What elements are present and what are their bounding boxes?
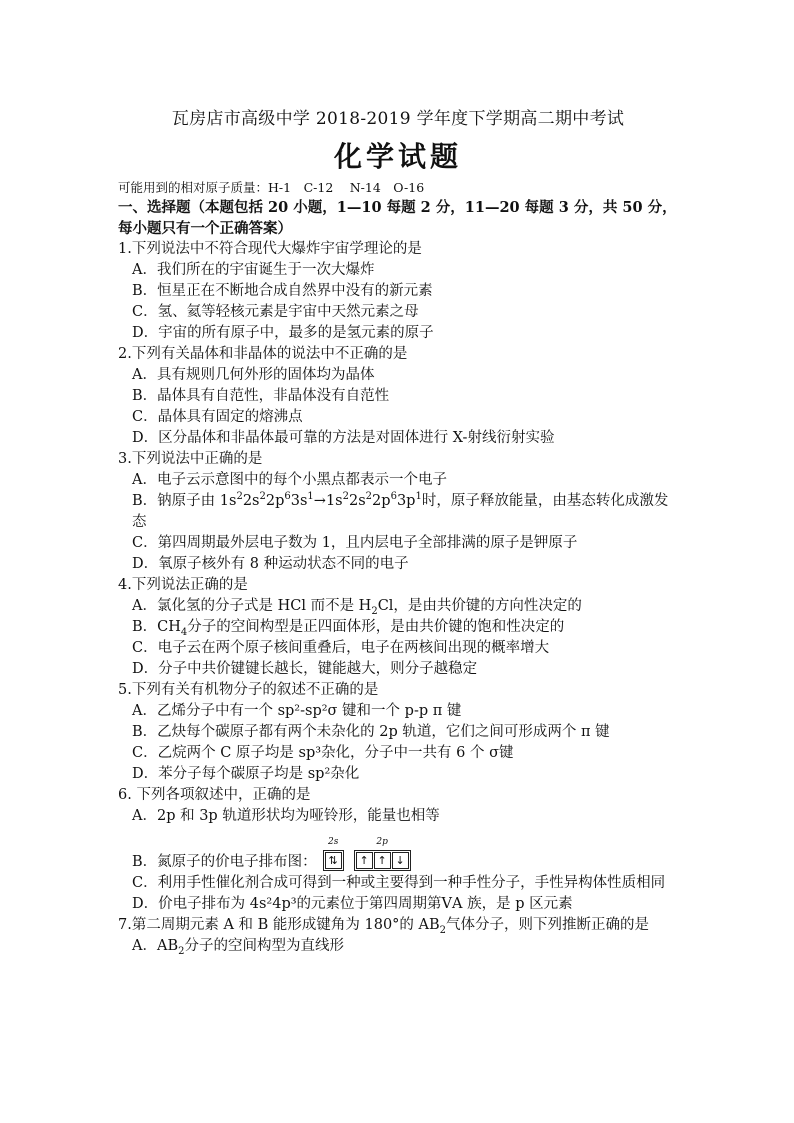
question-4-option-c: C．电子云在两个原子核间重叠后，电子在两核间出现的概率增大 bbox=[132, 640, 550, 656]
orbital-2p-label: 2p bbox=[376, 837, 388, 847]
question-3-option-b: B．钠原子由 $1s^22s^22p^63s^1\to 1s^22s^22p^63p^1$时，原子释放能量，由基态转化成激发态 bbox=[132, 491, 669, 530]
question-2-option-d: D．区分晶体和非晶体最可靠的方法是对固体进行 X-射线衍射实验 bbox=[132, 430, 555, 446]
question-2-option-b: B．晶体具有自范性，非晶体没有自范性 bbox=[132, 388, 390, 404]
question-1-option-b: B．恒星正在不断地合成自然界中没有的新元素 bbox=[132, 283, 433, 299]
question-6-option-c: C．利用手性催化剂合成可得到一种或主要得到一种手性分子，手性异构体性质相同 bbox=[132, 875, 666, 891]
question-2-stem: 2.下列有关晶体和非晶体的说法中不正确的是 bbox=[118, 346, 408, 362]
question-5-option-b: B．乙炔每个碳原子都有两个未杂化的 2p 轨道，它们之间可形成两个 π 键 bbox=[132, 724, 610, 740]
question-6-option-b-label: B．氮原子的价电子排布图： bbox=[132, 854, 317, 870]
question-5-option-c: C．乙烷两个 C 原子均是 sp³杂化，分子中一共有 6 个 σ键 bbox=[132, 745, 514, 761]
question-2-option-a: A．具有规则几何外形的固体均为晶体 bbox=[132, 367, 375, 383]
question-2-option-c: C．晶体具有固定的熔沸点 bbox=[132, 409, 303, 425]
orbital-2p-boxes bbox=[354, 850, 411, 871]
question-6-option-d: D．价电子排布为 4s²4p³的元素位于第四周期第ⅤA 族，是 p 区元素 bbox=[132, 896, 573, 912]
atomic-masses: 可能用到的相对原子质量：H-1 C-12 N-14 O-16 bbox=[118, 180, 425, 195]
subject-title: 化学试题 bbox=[333, 140, 462, 173]
section-heading: 一、选择题（本题包括 20 小题，1—10 每题 2 分，11—20 每题 3 分，共 50 分，每小题只有一个正确答案） bbox=[118, 199, 677, 237]
question-5-option-a: A．乙烯分子中有一个 sp²-sp²σ 键和一个 p-p π 键 bbox=[132, 703, 462, 719]
orbital-2s bbox=[323, 837, 344, 871]
orbital-2p bbox=[354, 837, 411, 871]
exam-title: 瓦房店市高级中学 2018-2019 学年度下学期高二期中考试 bbox=[171, 109, 625, 129]
question-7-stem: 7.第二周期元素 A 和 B 能形成键角为 180°的 $AB_2$气体分子，则下列推断正确的是 bbox=[118, 917, 650, 936]
orbital-box: ↑ bbox=[356, 852, 373, 869]
question-7-option-a: A．$AB_2$分子的空间构型为直线形 bbox=[132, 938, 344, 957]
question-3-option-d: D．氧原子核外有 8 种运动状态不同的电子 bbox=[132, 556, 409, 572]
question-1-stem: 1.下列说法中不符合现代大爆炸宇宙学理论的是 bbox=[118, 241, 422, 257]
question-3-option-a: A．电子云示意图中的每个小黑点都表示一个电子 bbox=[132, 472, 447, 488]
orbital-2s-boxes bbox=[323, 850, 344, 871]
question-6-stem: 6. 下列各项叙述中，正确的是 bbox=[118, 787, 311, 803]
question-3-option-c: C．第四周期最外层电子数为 1，且内层电子全部排满的原子是钾原子 bbox=[132, 535, 578, 551]
orbital-box: ⇅ bbox=[325, 852, 342, 869]
orbital-2s-label: 2s bbox=[327, 837, 339, 847]
question-4-option-a: A．氯化氢的分子式是 HCl 而不是 $H_2Cl$，是由共价键的方向性决定的 bbox=[132, 598, 582, 617]
question-5-option-d: D．苯分子每个碳原子均是 sp²杂化 bbox=[132, 766, 360, 782]
question-4-stem: 4.下列说法正确的是 bbox=[118, 577, 248, 593]
exam-page bbox=[118, 104, 678, 957]
question-1-option-c: C．氢、氦等轻核元素是宇宙中天然元素之母 bbox=[132, 304, 419, 320]
question-1-option-d: D．宇宙的所有原子中，最多的是氢元素的原子 bbox=[132, 325, 434, 341]
question-6-option-b bbox=[118, 831, 678, 871]
question-4-option-b: B．$CH_4$分子的空间构型是正四面体形，是由共价键的饱和性决定的 bbox=[132, 619, 565, 638]
question-4-option-d: D．分子中共价键键长越长，键能越大，则分子越稳定 bbox=[132, 661, 478, 677]
question-3-stem: 3.下列说法中正确的是 bbox=[118, 451, 263, 467]
question-6-option-a: A．2p 和 3p 轨道形状均为哑铃形，能量也相等 bbox=[132, 808, 440, 824]
orbital-box: ↑ bbox=[374, 852, 391, 869]
orbital-box: ↓ bbox=[392, 852, 409, 869]
question-1-option-a: A．我们所在的宇宙诞生于一次大爆炸 bbox=[132, 262, 375, 278]
question-5-stem: 5.下列有关有机物分子的叙述不正确的是 bbox=[118, 682, 379, 698]
